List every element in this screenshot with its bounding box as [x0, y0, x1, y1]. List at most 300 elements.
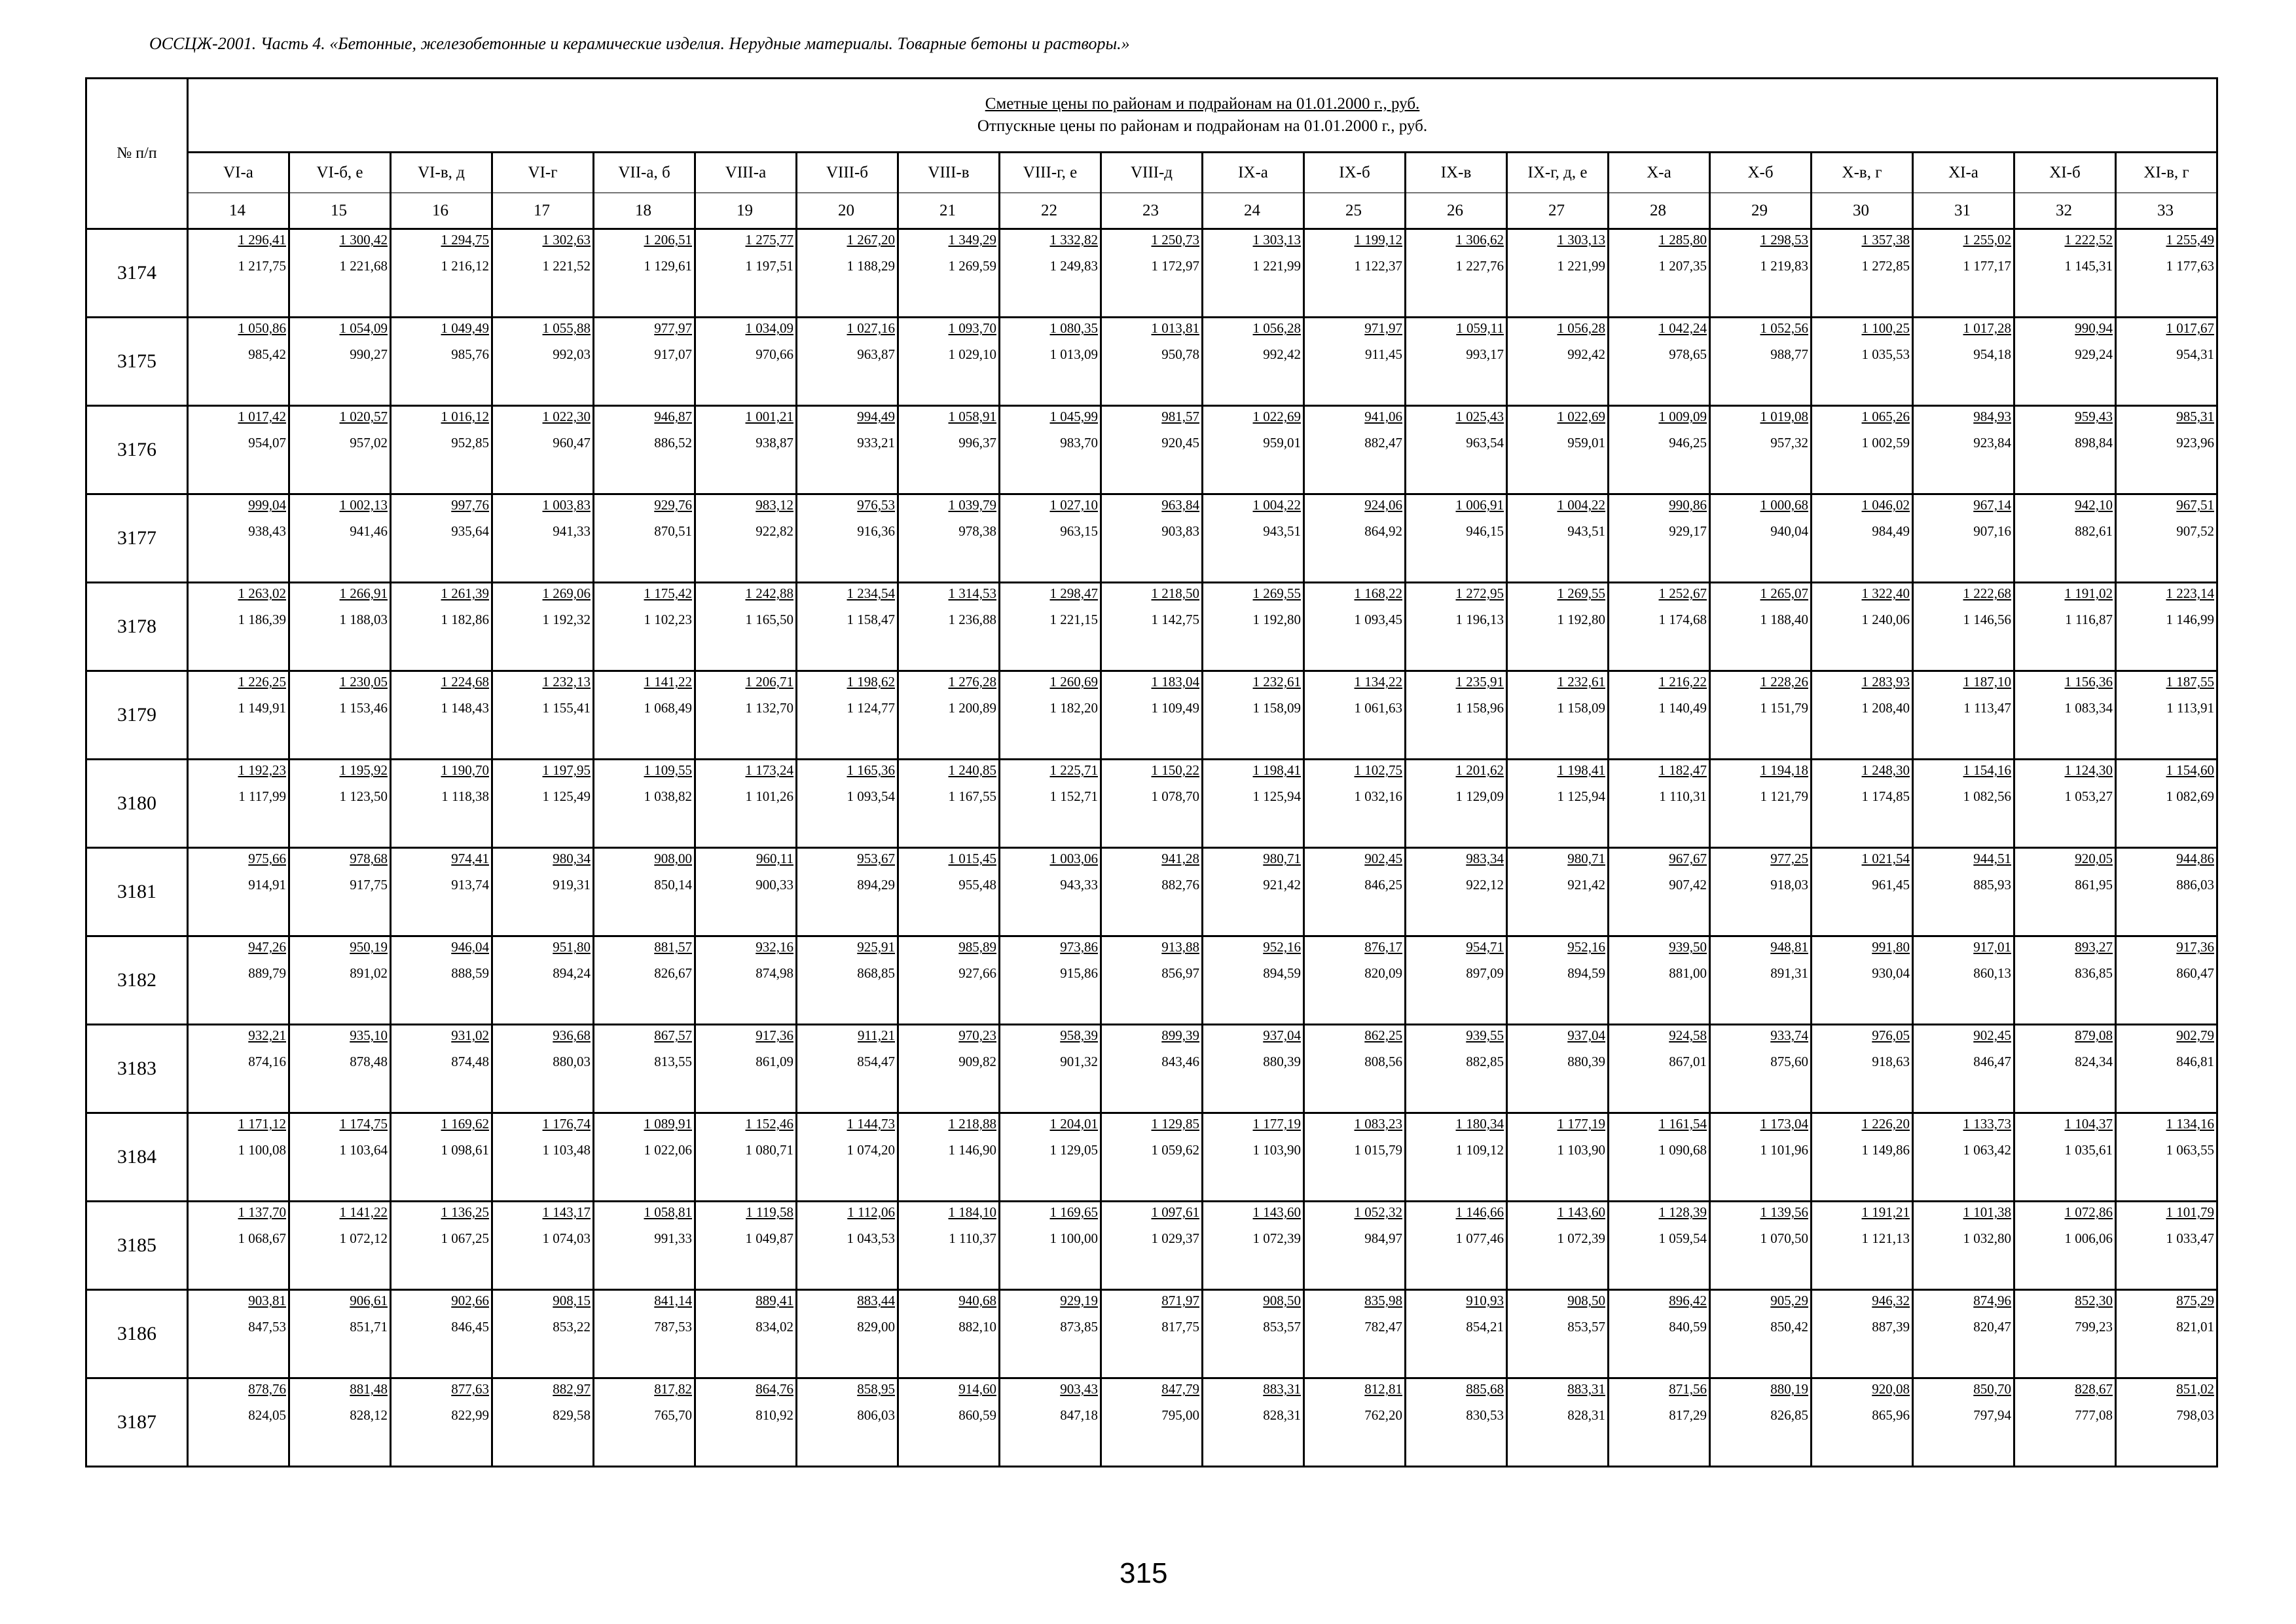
price-cell — [289, 406, 391, 494]
price-cell — [2014, 1290, 2116, 1378]
price-cell — [1000, 1113, 1101, 1202]
wholesale-price: 1 236,88 — [948, 612, 996, 627]
estimate-price: 883,44 — [857, 1293, 895, 1308]
wholesale-price: 1 053,27 — [2064, 788, 2113, 804]
column-number: 33 — [2116, 193, 2217, 229]
price-cell — [1101, 760, 1203, 848]
wholesale-price: 1 110,37 — [949, 1230, 996, 1246]
estimate-price: 1 052,56 — [1760, 320, 1808, 336]
estimate-price: 994,49 — [857, 409, 895, 424]
wholesale-price: 806,03 — [857, 1407, 895, 1423]
price-cell — [391, 1378, 492, 1467]
price-cell — [2116, 318, 2217, 406]
wholesale-price: 1 118,38 — [441, 788, 489, 804]
estimate-price: 1 093,70 — [948, 320, 996, 336]
price-cell — [594, 848, 695, 936]
wholesale-price: 820,47 — [1973, 1319, 2011, 1335]
price-cell — [492, 848, 594, 936]
estimate-price: 1 332,82 — [1049, 232, 1098, 248]
wholesale-price: 868,85 — [857, 965, 895, 981]
price-cell — [1304, 936, 1406, 1025]
estimate-price: 1 039,79 — [948, 497, 996, 513]
column-number: 24 — [1203, 193, 1304, 229]
estimate-price: 1 001,21 — [745, 409, 793, 424]
region-header: VIII-б — [797, 153, 898, 193]
wholesale-price: 978,38 — [958, 523, 996, 539]
estimate-price: 1 016,12 — [441, 409, 489, 424]
wholesale-price: 929,17 — [1669, 523, 1707, 539]
price-cell — [492, 671, 594, 760]
wholesale-price: 1 067,25 — [441, 1230, 489, 1246]
wholesale-price: 1 049,87 — [745, 1230, 793, 1246]
wholesale-price: 894,59 — [1567, 965, 1605, 981]
row-number: 3180 — [86, 760, 188, 848]
estimate-price: 1 306,62 — [1455, 232, 1504, 248]
wholesale-price: 1 035,61 — [2064, 1142, 2113, 1158]
estimate-price: 889,41 — [756, 1293, 793, 1308]
wholesale-price: 880,39 — [1263, 1054, 1301, 1069]
estimate-price: 1 034,09 — [745, 320, 793, 336]
estimate-price: 908,00 — [654, 851, 692, 866]
estimate-price: 867,57 — [654, 1027, 692, 1043]
estimate-price: 881,48 — [350, 1381, 388, 1397]
wholesale-price: 1 082,56 — [1963, 788, 2011, 804]
estimate-price: 958,39 — [1060, 1027, 1098, 1043]
wholesale-price: 991,33 — [654, 1230, 692, 1246]
price-cell — [695, 494, 797, 583]
price-cell — [1913, 318, 2014, 406]
wholesale-price: 828,12 — [350, 1407, 388, 1423]
wholesale-price: 1 200,89 — [948, 700, 996, 716]
price-cell — [594, 1378, 695, 1467]
price-cell — [1406, 494, 1507, 583]
price-cell — [1101, 229, 1203, 318]
estimate-price: 1 224,68 — [441, 674, 489, 690]
wholesale-price: 1 217,75 — [238, 258, 286, 274]
wholesale-price: 1 188,03 — [339, 612, 388, 627]
price-cell — [1812, 848, 1913, 936]
estimate-price: 1 183,04 — [1151, 674, 1199, 690]
wholesale-price: 846,25 — [1364, 877, 1402, 893]
wholesale-price: 1 165,50 — [745, 612, 793, 627]
column-number: 31 — [1913, 193, 2014, 229]
price-cell — [289, 494, 391, 583]
wholesale-price: 901,32 — [1060, 1054, 1098, 1069]
estimate-price: 1 255,02 — [1963, 232, 2011, 248]
wholesale-price: 1 216,12 — [441, 258, 489, 274]
estimate-price: 851,02 — [2176, 1381, 2214, 1397]
price-cell — [594, 671, 695, 760]
wholesale-price: 1 240,06 — [1861, 612, 1910, 627]
column-number: 20 — [797, 193, 898, 229]
wholesale-price: 952,85 — [451, 435, 489, 451]
estimate-price: 1 191,21 — [1861, 1204, 1910, 1220]
estimate-price: 828,67 — [2075, 1381, 2113, 1397]
price-cell — [2116, 229, 2217, 318]
wholesale-price: 907,42 — [1669, 877, 1707, 893]
estimate-price: 1 230,05 — [339, 674, 388, 690]
estimate-price: 1 349,29 — [948, 232, 996, 248]
wholesale-price: 1 146,90 — [948, 1142, 996, 1158]
estimate-price: 1 052,32 — [1354, 1204, 1402, 1220]
wholesale-price: 1 059,54 — [1658, 1230, 1707, 1246]
price-cell — [2116, 1202, 2217, 1290]
price-cell — [898, 1378, 1000, 1467]
estimate-price: 1 223,14 — [2166, 585, 2214, 601]
estimate-price: 960,11 — [756, 851, 793, 866]
wholesale-price: 1 221,15 — [1049, 612, 1098, 627]
price-cell — [492, 1113, 594, 1202]
wholesale-price: 923,96 — [2176, 435, 2214, 451]
wholesale-price: 847,18 — [1060, 1407, 1098, 1423]
table-row — [86, 406, 2217, 494]
estimate-price: 1 198,41 — [1557, 762, 1605, 778]
estimate-price: 1 143,17 — [542, 1204, 591, 1220]
wholesale-price: 1 188,29 — [847, 258, 895, 274]
wholesale-price: 921,42 — [1567, 877, 1605, 893]
wholesale-price: 935,64 — [451, 523, 489, 539]
estimate-price: 1 112,06 — [847, 1204, 895, 1220]
price-cell — [1203, 1378, 1304, 1467]
estimate-price: 1 133,73 — [1963, 1116, 2011, 1132]
estimate-price: 858,95 — [857, 1381, 895, 1397]
price-cell — [695, 1113, 797, 1202]
price-cell — [898, 1025, 1000, 1113]
wholesale-price: 1 123,50 — [339, 788, 388, 804]
estimate-price: 1 165,36 — [847, 762, 895, 778]
wholesale-price: 851,71 — [350, 1319, 388, 1335]
wholesale-price: 920,45 — [1161, 435, 1199, 451]
wholesale-price: 909,82 — [958, 1054, 996, 1069]
price-cell — [2014, 229, 2116, 318]
wholesale-price: 1 116,87 — [2065, 612, 2113, 627]
wholesale-price: 853,57 — [1263, 1319, 1301, 1335]
estimate-price: 1 204,01 — [1049, 1116, 1098, 1132]
price-cell — [1812, 1202, 1913, 1290]
price-cell — [1507, 1202, 1609, 1290]
price-cell — [1812, 494, 1913, 583]
estimate-price: 1 234,54 — [847, 585, 895, 601]
price-cell — [1913, 494, 2014, 583]
price-cell — [594, 1025, 695, 1113]
wholesale-price: 882,61 — [2075, 523, 2113, 539]
price-cell — [797, 406, 898, 494]
estimate-price: 976,53 — [857, 497, 895, 513]
estimate-price: 946,87 — [654, 409, 692, 424]
wholesale-price: 983,70 — [1060, 435, 1098, 451]
wholesale-price: 1 208,40 — [1861, 700, 1910, 716]
price-cell — [594, 1290, 695, 1378]
price-cell — [391, 229, 492, 318]
wholesale-price: 897,09 — [1466, 965, 1504, 981]
wholesale-price: 1 032,16 — [1354, 788, 1402, 804]
wholesale-price: 1 080,71 — [745, 1142, 793, 1158]
price-cell — [391, 583, 492, 671]
price-cell — [492, 1290, 594, 1378]
price-cell — [2014, 1113, 2116, 1202]
price-cell — [1913, 406, 2014, 494]
wholesale-price: 891,31 — [1770, 965, 1808, 981]
price-cell — [1203, 1290, 1304, 1378]
wholesale-price: 874,48 — [451, 1054, 489, 1069]
price-cell — [695, 229, 797, 318]
table-row — [86, 936, 2217, 1025]
wholesale-price: 1 103,90 — [1252, 1142, 1301, 1158]
wholesale-price: 1 032,80 — [1963, 1230, 2011, 1246]
estimate-price: 1 175,42 — [644, 585, 692, 601]
price-cell — [391, 406, 492, 494]
price-cell — [1000, 760, 1101, 848]
estimate-price: 1 119,58 — [746, 1204, 793, 1220]
price-cell — [1406, 936, 1507, 1025]
wholesale-price: 1 140,49 — [1658, 700, 1707, 716]
wholesale-price: 954,07 — [248, 435, 286, 451]
price-cell — [289, 229, 391, 318]
price-cell — [1507, 318, 1609, 406]
price-cell — [492, 1025, 594, 1113]
wholesale-price: 1 022,06 — [644, 1142, 692, 1158]
price-cell — [1710, 936, 1812, 1025]
estimate-price: 914,60 — [958, 1381, 996, 1397]
price-cell — [1203, 760, 1304, 848]
price-cell — [695, 936, 797, 1025]
estimate-price: 925,91 — [857, 939, 895, 955]
price-cell — [797, 1025, 898, 1113]
estimate-price: 1 300,42 — [339, 232, 388, 248]
wholesale-price: 826,85 — [1770, 1407, 1808, 1423]
price-cell — [594, 318, 695, 406]
estimate-price: 970,23 — [958, 1027, 996, 1043]
column-number: 19 — [695, 193, 797, 229]
row-number-header: № п/п — [86, 79, 188, 229]
price-cell — [594, 583, 695, 671]
estimate-price: 1 302,63 — [542, 232, 591, 248]
price-cell — [1913, 1202, 2014, 1290]
estimate-price: 1 154,60 — [2166, 762, 2214, 778]
wholesale-price: 1 188,40 — [1760, 612, 1808, 627]
estimate-price: 946,04 — [451, 939, 489, 955]
price-cell — [492, 318, 594, 406]
wholesale-price: 959,01 — [1263, 435, 1301, 451]
price-cell — [2014, 1202, 2116, 1290]
wholesale-price: 1 002,59 — [1861, 435, 1910, 451]
estimate-price: 1 136,25 — [441, 1204, 489, 1220]
estimate-price: 932,21 — [248, 1027, 286, 1043]
estimate-price: 1 182,47 — [1658, 762, 1707, 778]
price-cell — [1609, 494, 1710, 583]
estimate-price: 1 050,86 — [238, 320, 286, 336]
price-cell — [1203, 1113, 1304, 1202]
estimate-price: 944,51 — [1973, 851, 2011, 866]
price-cell — [1000, 1202, 1101, 1290]
estimate-price: 1 058,81 — [644, 1204, 692, 1220]
estimate-price: 1 176,74 — [542, 1116, 591, 1132]
price-cell — [188, 318, 289, 406]
region-header: XI-а — [1913, 153, 2014, 193]
wholesale-price: 830,53 — [1466, 1407, 1504, 1423]
price-cell — [695, 1378, 797, 1467]
price-cell — [391, 671, 492, 760]
estimate-price: 1 296,41 — [238, 232, 286, 248]
price-cell — [797, 583, 898, 671]
price-cell — [1406, 318, 1507, 406]
wholesale-price: 1 078,70 — [1151, 788, 1199, 804]
wholesale-price: 865,96 — [1872, 1407, 1910, 1423]
price-cell — [492, 229, 594, 318]
price-cell — [695, 406, 797, 494]
wholesale-price: 874,98 — [756, 965, 793, 981]
wholesale-price: 861,09 — [756, 1054, 793, 1069]
wholesale-price: 919,31 — [553, 877, 591, 893]
price-cell — [1406, 583, 1507, 671]
price-cell — [1203, 494, 1304, 583]
price-cell — [1710, 318, 1812, 406]
table-row — [86, 1113, 2217, 1202]
price-cell — [391, 1202, 492, 1290]
estimate-price: 1 232,13 — [542, 674, 591, 690]
estimate-price: 967,67 — [1669, 851, 1707, 866]
price-cell — [2014, 318, 2116, 406]
price-cell — [1913, 671, 2014, 760]
price-cell — [188, 583, 289, 671]
column-number: 23 — [1101, 193, 1203, 229]
estimate-price: 971,97 — [1364, 320, 1402, 336]
table-row — [86, 318, 2217, 406]
wholesale-price: 821,01 — [2176, 1319, 2214, 1335]
wholesale-price: 887,39 — [1872, 1319, 1910, 1335]
price-cell — [289, 936, 391, 1025]
wholesale-price: 1 221,68 — [339, 258, 388, 274]
wholesale-price: 886,52 — [654, 435, 692, 451]
price-cell — [1710, 494, 1812, 583]
wholesale-price: 1 146,99 — [2166, 612, 2214, 627]
price-cell — [1101, 671, 1203, 760]
wholesale-price: 946,25 — [1669, 435, 1707, 451]
estimate-price: 910,93 — [1466, 1293, 1504, 1308]
price-cell — [1710, 848, 1812, 936]
wholesale-price: 978,65 — [1669, 346, 1707, 362]
price-cell — [2014, 1378, 2116, 1467]
estimate-price: 850,70 — [1973, 1381, 2011, 1397]
wholesale-price: 880,39 — [1567, 1054, 1605, 1069]
estimate-price: 1 101,38 — [1963, 1204, 2011, 1220]
wholesale-price: 984,97 — [1364, 1230, 1402, 1246]
estimate-price: 902,79 — [2176, 1027, 2214, 1043]
wholesale-price: 1 103,64 — [339, 1142, 388, 1158]
estimate-price: 983,12 — [756, 497, 793, 513]
estimate-price: 908,50 — [1567, 1293, 1605, 1308]
estimate-price: 1 206,71 — [745, 674, 793, 690]
page-number: 315 — [1120, 1557, 1168, 1589]
wholesale-price: 1 151,79 — [1760, 700, 1808, 716]
wholesale-price: 961,45 — [1872, 877, 1910, 893]
region-header: VI-в, д — [391, 153, 492, 193]
price-cell — [1406, 1113, 1507, 1202]
estimate-price: 1 283,93 — [1861, 674, 1910, 690]
estimate-price: 1 232,61 — [1557, 674, 1605, 690]
wholesale-price: 1 033,47 — [2166, 1230, 2214, 1246]
wholesale-price: 1 109,12 — [1455, 1142, 1504, 1158]
wholesale-price: 918,03 — [1770, 877, 1808, 893]
price-cell — [1507, 760, 1609, 848]
price-cell — [188, 1290, 289, 1378]
price-cell — [1609, 1290, 1710, 1378]
estimate-price: 847,79 — [1161, 1381, 1199, 1397]
estimate-price: 1 144,73 — [847, 1116, 895, 1132]
wholesale-price: 1 155,41 — [542, 700, 591, 716]
price-cell — [1812, 583, 1913, 671]
wholesale-price: 1 038,82 — [644, 788, 692, 804]
wholesale-price: 813,55 — [654, 1054, 692, 1069]
price-cell — [898, 1202, 1000, 1290]
wholesale-price: 985,76 — [451, 346, 489, 362]
price-cell — [492, 760, 594, 848]
estimate-price: 1 357,38 — [1861, 232, 1910, 248]
estimate-price: 1 022,30 — [542, 409, 591, 424]
estimate-price: 920,08 — [1872, 1381, 1910, 1397]
region-header: VIII-а — [695, 153, 797, 193]
estimate-price: 1 226,20 — [1861, 1116, 1910, 1132]
price-cell — [1203, 229, 1304, 318]
estimate-price: 1 022,69 — [1252, 409, 1301, 424]
wholesale-price: 1 077,46 — [1455, 1230, 1504, 1246]
estimate-price: 875,29 — [2176, 1293, 2214, 1308]
estimate-price: 983,34 — [1466, 851, 1504, 866]
price-cell — [898, 229, 1000, 318]
wholesale-price: 1 013,09 — [1049, 346, 1098, 362]
column-number: 18 — [594, 193, 695, 229]
wholesale-price: 894,24 — [553, 965, 591, 981]
wholesale-price: 1 082,69 — [2166, 788, 2214, 804]
estimate-price: 1 128,39 — [1658, 1204, 1707, 1220]
price-cell — [1101, 1113, 1203, 1202]
wholesale-price: 836,85 — [2075, 965, 2113, 981]
wholesale-price: 1 145,31 — [2064, 258, 2113, 274]
wholesale-price: 861,95 — [2075, 877, 2113, 893]
wholesale-price: 798,03 — [2176, 1407, 2214, 1423]
price-cell — [594, 494, 695, 583]
price-cell — [1710, 760, 1812, 848]
wholesale-price: 1 197,51 — [745, 258, 793, 274]
price-cell — [492, 936, 594, 1025]
estimate-price: 1 054,09 — [339, 320, 388, 336]
price-cell — [1304, 229, 1406, 318]
estimate-price: 967,51 — [2176, 497, 2214, 513]
price-cell — [1812, 936, 1913, 1025]
wholesale-price: 817,29 — [1669, 1407, 1707, 1423]
price-cell — [898, 936, 1000, 1025]
price-cell — [1406, 671, 1507, 760]
price-cell — [1406, 1290, 1507, 1378]
wholesale-price: 882,76 — [1161, 877, 1199, 893]
price-cell — [1304, 1113, 1406, 1202]
estimate-price: 902,45 — [1364, 851, 1402, 866]
row-number: 3181 — [86, 848, 188, 936]
estimate-price: 951,80 — [553, 939, 591, 955]
column-number: 30 — [1812, 193, 1913, 229]
wholesale-price: 1 192,80 — [1557, 612, 1605, 627]
price-cell — [1000, 1378, 1101, 1467]
wholesale-price: 797,94 — [1973, 1407, 2011, 1423]
price-cell — [2014, 760, 2116, 848]
price-cell — [1507, 229, 1609, 318]
price-cell — [1101, 406, 1203, 494]
estimate-price: 924,58 — [1669, 1027, 1707, 1043]
wholesale-price: 1 101,26 — [745, 788, 793, 804]
wholesale-price: 882,85 — [1466, 1054, 1504, 1069]
wholesale-price: 1 121,79 — [1760, 788, 1808, 804]
wholesale-price: 907,52 — [2176, 523, 2214, 539]
